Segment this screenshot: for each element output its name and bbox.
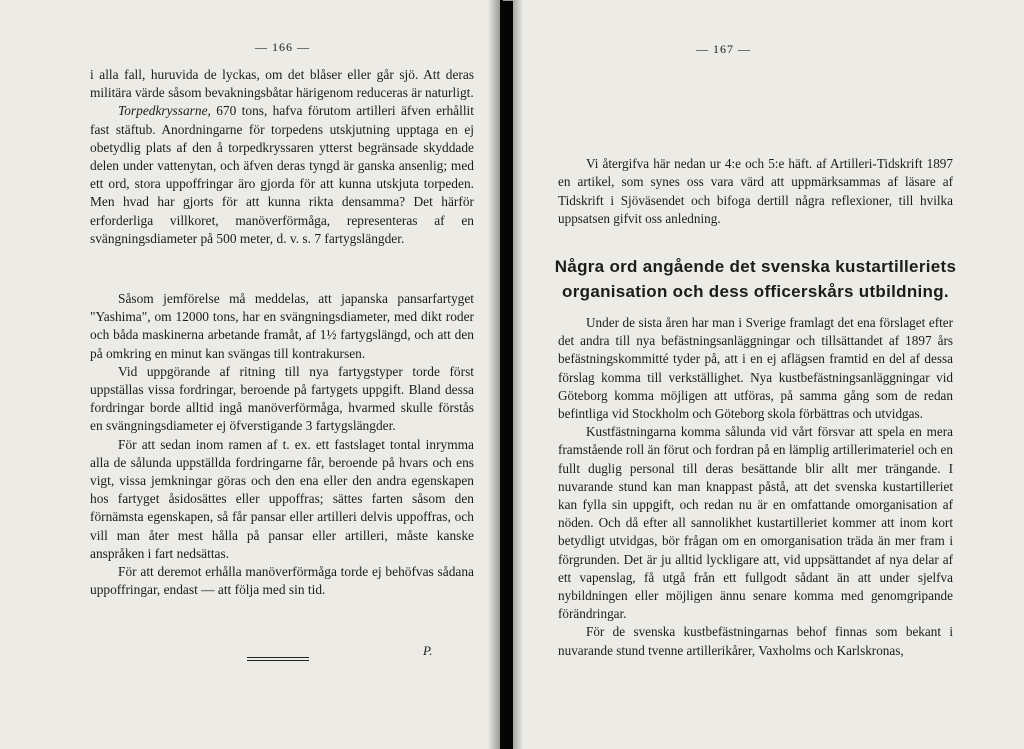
paragraph: Kustfästningarna komma sålunda vid vårt försvar att spela en mera framstående roll än förut och fordran på en lämplig artillerimateriel och en fullt duglig personal till deras besättande blir allt mer trängande. I nuvarande stund kan man knappast påstå, att det svenska kustartilleriet kan fylla sin uppgift, och redan nu är en omfattande omorganisation af nöden. Och då efter all sannolikhet kustartilleriet kommer att inom kort betydligt utvidgas, bör frågan om en omorganisation träda än mer fram i förgrunden. Det är ju alltid lyckligare att, vid uppsättandet af nya delar af ett vapenslag, få utgå från ett fullgodt sådant än att under sjelfva nybildningen eller möjligen ännu senare komma med genomgripande förändringar. bbox=[558, 424, 953, 622]
paragraph: Vid uppgörande af ritning till nya fartygstyper torde först uppställas vissa fordringar, beroende på fartygets uppgift. Bland dessa fordringar borde alltid ingå manöverförmåga, hvarmed skulle förstås en svängningsdiameter ej öfverstigande 3 fartygslängder. bbox=[90, 363, 474, 434]
text-block-upper bbox=[90, 66, 474, 248]
paragraph: För att deremot erhålla manöverförmåga torde ej behöfvas sådana uppoffringar, endast — att följa med sin tid. bbox=[90, 564, 474, 598]
paragraph: Under de sista åren har man i Sverige framlagt det ena förslaget efter det andra till nya befästningsanläggningar och tillsättandet af 1897 års befästningskommitté tyder på, att i en ej aflägsen framtid en del af dessa förslag komma till verkställighet. Nya kustbefästningsanläggningar vid Göteborg komma möjligen att utföras, på samma gång som de redan befintliga vid Stockholm och Göteborg skola förbättras och utvidgas. bbox=[558, 315, 953, 422]
paragraph: Såsom jemförelse må meddelas, att japanska pansarfartyget "Yashima", om 12000 tons, har en svängningsdiameter, med dikt roder och båda maskinerna arbetande framåt, af 1½ fartygslängd, och att den på omkring en minut kan svängas till kontrakursen. bbox=[90, 291, 474, 361]
page-number-left: — 166 — bbox=[255, 40, 310, 54]
paragraph: För de svenska kustbefästningarnas behof finnas som bekant i nuvarande stund tvenne artillerikårer, Vaxholms och Karlskronas, bbox=[558, 624, 953, 658]
left-page bbox=[0, 0, 500, 749]
italic-term: Torpedkryssarne, bbox=[118, 103, 211, 119]
article-title bbox=[553, 254, 958, 304]
spine-shadow bbox=[488, 0, 500, 749]
paragraph bbox=[90, 102, 474, 248]
author-signature: P. bbox=[423, 643, 433, 658]
text-block-lower bbox=[90, 290, 474, 599]
page-number-right: — 167 — bbox=[696, 42, 751, 56]
article-body bbox=[558, 314, 953, 660]
spine-shadow bbox=[513, 0, 523, 749]
closing-rule bbox=[247, 657, 309, 658]
title-line: organisation och dess officerskårs utbildning. bbox=[562, 282, 949, 301]
closing-rule bbox=[247, 660, 309, 661]
paragraph-text: 670 tons, hafva förutom artilleri äfven erhållit fast stäftub. Anordningarne för torpedens utskjutning upptaga en ej obetydlig plats af den å torpedkryssaren ytterst begränsade skyddade delen under vattenytan, och äfven deras tyngd är ganska ansenlig; med ett ord, stora uppoffringar äro gjorda för att kunna utskjuta torpeden. Men hvad har gjorts för att kunna rikta densamma? Det härför erforderliga villkoret, manöverförmåga, representeras af en svängningsdiameter på 500 meter, d. v. s. 7 fartygslängder. bbox=[90, 103, 474, 246]
paragraph: i alla fall, huruvida de lyckas, om det blåser eller går sjö. Att deras militära värde såsom bevakningsbåtar härigenom reduceras är naturligt. bbox=[90, 67, 474, 101]
editor-introduction: Vi återgifva här nedan ur 4:e och 5:e häft. af Artilleri-Tidskrift 1897 en artikel, som synes oss vara värd att uppmärksammas af läsare af Tidskrift i Sjöväsendet och bifoga dertill några reflexioner, till hvilka uppsatsen gifvit oss anledning. bbox=[558, 156, 953, 227]
paragraph: För att sedan inom ramen af t. ex. ett fastslaget tontal inrymma alla de sålunda uppställda fordringarne får, beroende på hvars och ens vigt, vissa jemkningar göras och den ena eller den andra egenskapen hos fartyget åsidosättes eller uppoffras; sättes farten såsom den förnämsta egenskapen, så får pansar eller artilleri delvis uppoffras, och vill man åter mest hålla på pansar eller artilleri, måste kanske anspråken i fart nedsättas. bbox=[90, 436, 474, 561]
title-line: Några ord angående det svenska kustartilleriets bbox=[554, 257, 957, 276]
book-gutter bbox=[500, 0, 513, 749]
right-page bbox=[513, 0, 1024, 749]
